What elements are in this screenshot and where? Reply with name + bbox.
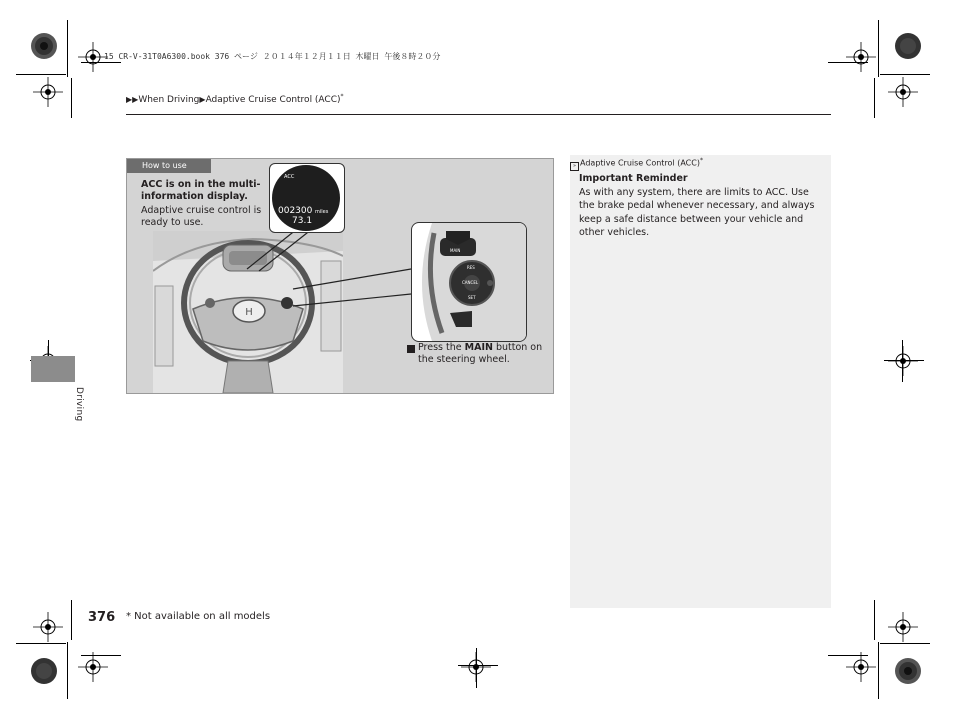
mid-acc-text: ACC: [284, 174, 295, 180]
header-rule: [126, 114, 831, 115]
registration-mark-icon: [78, 652, 108, 682]
registration-mark-icon: [461, 652, 491, 682]
color-disc-icon: [30, 32, 58, 60]
res-button-label: RES: [467, 265, 475, 270]
registration-mark-icon: [846, 42, 876, 72]
note-heading: Important Reminder: [579, 173, 688, 184]
color-disc-icon: [30, 657, 58, 685]
mid-display-inset: [269, 163, 345, 233]
breadcrumb-section: When Driving: [138, 95, 200, 105]
instruction-text: [418, 342, 554, 366]
footnote: * Not available on all models: [126, 611, 271, 622]
registration-mark-icon: [888, 77, 918, 107]
mid-odometer-unit: miles: [315, 209, 329, 215]
instruction-prefix: Press the: [418, 342, 465, 353]
svg-text:H: H: [245, 307, 253, 318]
acc-status-body: Adaptive cruise control is ready to use.: [141, 205, 262, 228]
acc-status-title: ACC is on in the multi-information display.: [141, 179, 261, 202]
how-to-use-figure: [126, 158, 554, 394]
set-button-label: SET: [468, 295, 476, 300]
color-disc-icon: [894, 657, 922, 685]
breadcrumb-topic: Adaptive Cruise Control (ACC): [205, 95, 341, 105]
instruction-bullet-icon: [407, 345, 415, 353]
print-file-header: 15 CR-V-31T0A6300.book 376 ページ ２０１４年１２月１１日 木曜日 午後８時２０分: [104, 52, 441, 61]
note-reference: [570, 157, 703, 170]
breadcrumb-asterisk: *: [340, 93, 344, 100]
instruction-suffix: button on the steering wheel.: [418, 342, 543, 365]
breadcrumb-separator: ▶: [199, 95, 206, 104]
reminder-panel: [570, 155, 831, 608]
page-number: 376: [88, 610, 116, 625]
registration-mark-icon: [33, 77, 63, 107]
how-to-use-tab: How to use: [127, 159, 211, 173]
reference-icon: »: [570, 162, 579, 171]
registration-mark-icon: [888, 346, 918, 376]
chapter-label: Driving: [74, 387, 84, 422]
note-body: As with any system, there are limits to ACC. Use the brake pedal whenever necessary, and always keep a safe distance between your vehicle and other vehicles.: [579, 187, 815, 239]
chapter-tab: [31, 356, 75, 382]
mid-trip: 73.1: [292, 216, 313, 226]
breadcrumb-arrows: ▶▶: [126, 95, 139, 104]
mid-odometer: 002300: [278, 206, 313, 216]
note-ref-asterisk: *: [699, 157, 703, 164]
registration-mark-icon: [846, 652, 876, 682]
cancel-button-label: CANCEL: [462, 280, 479, 285]
instruction-main-button: MAIN: [464, 342, 493, 353]
wheel-buttons-inset: [411, 222, 527, 342]
color-disc-icon: [894, 32, 922, 60]
registration-mark-icon: [33, 612, 63, 642]
main-button-label: MAIN: [450, 248, 461, 253]
note-ref-title: Adaptive Cruise Control (ACC): [580, 158, 700, 168]
registration-mark-icon: [888, 612, 918, 642]
breadcrumb: [126, 93, 344, 105]
